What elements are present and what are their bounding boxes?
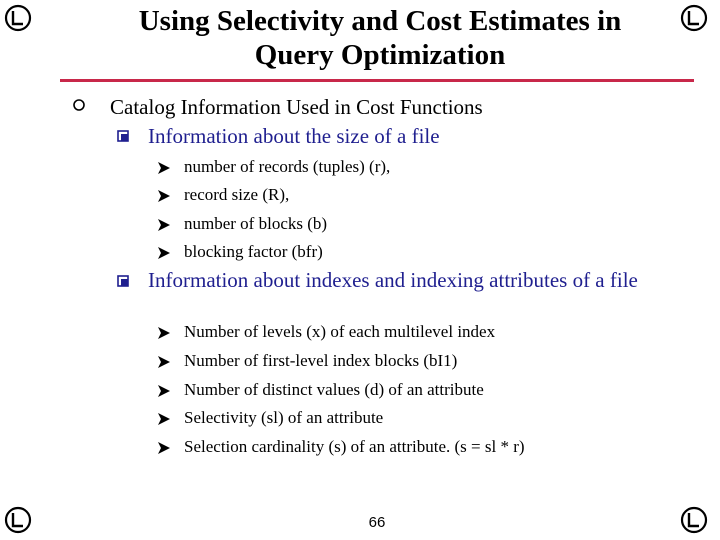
section2-item: Selectivity (sl) of an attribute bbox=[184, 408, 384, 427]
square-bullet-icon bbox=[116, 274, 130, 288]
arrowhead-bullet-icon bbox=[156, 383, 172, 399]
arrowhead-bullet-icon bbox=[156, 245, 172, 261]
section1-item: number of records (tuples) (r), bbox=[184, 157, 391, 176]
corner-ornament-icon bbox=[4, 4, 32, 32]
slide-title-line2: Query Optimization bbox=[254, 39, 506, 71]
title-underline bbox=[60, 79, 694, 82]
section1-item: number of blocks (b) bbox=[184, 214, 328, 233]
arrowhead-bullet-icon bbox=[156, 325, 172, 341]
catalog-heading: Catalog Information Used in Cost Functions bbox=[110, 95, 483, 119]
arrowhead-bullet-icon bbox=[156, 354, 172, 370]
section1-item: record size (R), bbox=[184, 185, 290, 204]
slide-title-line1: Using Selectivity and Cost Estimates in bbox=[138, 5, 622, 37]
corner-ornament-icon bbox=[680, 506, 708, 534]
slide-title bbox=[60, 4, 700, 72]
arrowhead-bullet-icon bbox=[156, 411, 172, 427]
corner-ornament-icon bbox=[4, 506, 32, 534]
section2-item: Number of distinct values (d) of an attribute bbox=[184, 380, 484, 399]
section2-item: Number of first-level index blocks (bI1) bbox=[184, 351, 458, 370]
section2-item: Selection cardinality (s) of an attribute. (s = sl * r) bbox=[184, 437, 525, 456]
arrowhead-bullet-icon bbox=[156, 217, 172, 233]
page-number: 66 bbox=[368, 514, 386, 531]
circle-bullet-icon bbox=[72, 98, 86, 112]
section2-item: Number of levels (x) of each multilevel index bbox=[184, 322, 496, 341]
arrowhead-bullet-icon bbox=[156, 160, 172, 176]
section1-label: Information about the size of a file bbox=[148, 124, 440, 148]
section1-item: blocking factor (bfr) bbox=[184, 242, 323, 261]
section2-label: Information about indexes and indexing attributes of a file bbox=[148, 268, 638, 292]
square-bullet-icon bbox=[116, 129, 130, 143]
arrowhead-bullet-icon bbox=[156, 440, 172, 456]
arrowhead-bullet-icon bbox=[156, 188, 172, 204]
